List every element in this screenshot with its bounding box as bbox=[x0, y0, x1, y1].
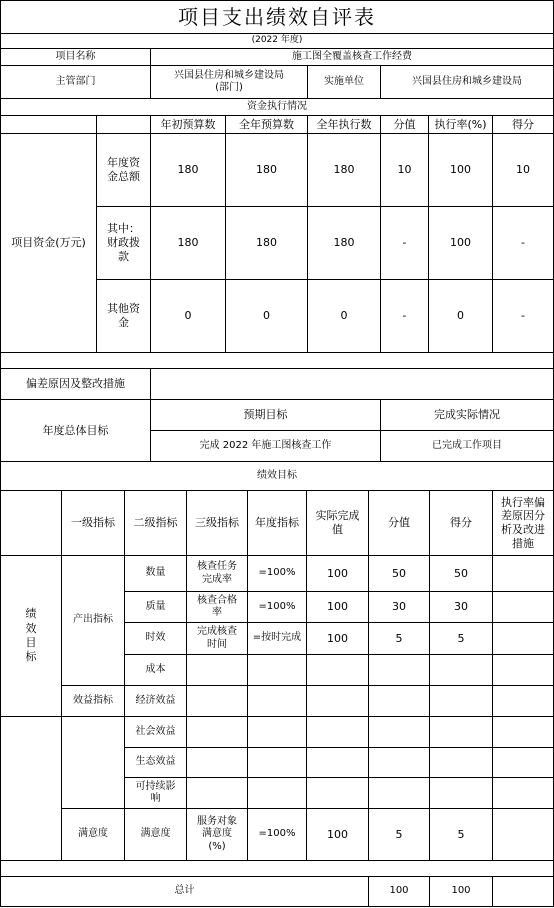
perf-actual bbox=[307, 748, 369, 778]
perf-score bbox=[430, 748, 493, 778]
perf-l2: 时效 bbox=[125, 623, 187, 655]
perf-header: 分值 bbox=[369, 491, 430, 556]
perf-l2: 可持续影 响 bbox=[125, 778, 187, 809]
expected-goal-value: 完成 2022 年施工图核查工作 bbox=[151, 431, 381, 462]
perf-section-title: 绩效目标 bbox=[0, 462, 554, 491]
dept-value: 兴国县住房和城乡建设局 (部门) bbox=[151, 66, 308, 99]
perf-target bbox=[248, 686, 307, 717]
project-name-value: 施工图全覆盖核查工作经费 bbox=[151, 49, 554, 66]
fund-header-blank bbox=[0, 116, 97, 134]
perf-score bbox=[430, 778, 493, 809]
perf-target bbox=[248, 655, 307, 686]
fund-cell: 180 bbox=[151, 134, 226, 207]
perf-l2: 数量 bbox=[125, 556, 187, 592]
perf-target: =100% bbox=[248, 556, 307, 592]
fund-cell: 100 bbox=[429, 207, 493, 280]
perf-deviation bbox=[493, 748, 554, 778]
perf-header: 一级指标 bbox=[62, 491, 125, 556]
fund-cell: 180 bbox=[308, 134, 381, 207]
perf-actual bbox=[307, 717, 369, 748]
fund-cell: 0 bbox=[429, 280, 493, 353]
total-score: 100 bbox=[430, 877, 493, 907]
perf-header: 年度指标 bbox=[248, 491, 307, 556]
perf-actual bbox=[307, 686, 369, 717]
perf-target bbox=[248, 717, 307, 748]
perf-deviation bbox=[493, 778, 554, 809]
perf-l2: 质量 bbox=[125, 592, 187, 623]
perf-score bbox=[430, 686, 493, 717]
annual-goal-label: 年度总体目标 bbox=[0, 400, 151, 462]
benefit-indicator-label: 效益指标 bbox=[62, 686, 125, 717]
perf-l2: 社会效益 bbox=[125, 717, 187, 748]
satisfaction-indicator-label: 满意度 bbox=[62, 809, 125, 861]
perf-deviation bbox=[493, 686, 554, 717]
perf-l2: 成本 bbox=[125, 655, 187, 686]
perf-l3 bbox=[187, 748, 248, 778]
perf-score: 5 bbox=[430, 809, 493, 861]
blank-row bbox=[0, 353, 554, 369]
form-title: 项目支出绩效自评表 bbox=[0, 0, 554, 34]
fund-cell: 100 bbox=[429, 134, 493, 207]
fund-row-label: 年度资 金总额 bbox=[97, 134, 151, 207]
perf-score: 30 bbox=[430, 592, 493, 623]
perf-score-value: 5 bbox=[369, 623, 430, 655]
fund-section-title: 资金执行情况 bbox=[0, 99, 554, 116]
perf-l3 bbox=[187, 778, 248, 809]
fund-header-blank bbox=[97, 116, 151, 134]
fund-header: 全年预算数 bbox=[226, 116, 308, 134]
perf-actual: 100 bbox=[307, 809, 369, 861]
fund-cell: - bbox=[381, 280, 429, 353]
fund-row-label: 其中： 财政拨 款 bbox=[97, 207, 151, 280]
perf-l3: 服务对象 满意度 (%) bbox=[187, 809, 248, 861]
fund-header: 执行率(%) bbox=[429, 116, 493, 134]
perf-score: 5 bbox=[430, 623, 493, 655]
perf-score-value bbox=[369, 655, 430, 686]
perf-l3: 完成核查 时间 bbox=[187, 623, 248, 655]
perf-header: 得分 bbox=[430, 491, 493, 556]
deviation-value bbox=[151, 369, 554, 400]
perf-l3 bbox=[187, 686, 248, 717]
fund-header: 全年执行数 bbox=[308, 116, 381, 134]
fund-cell: - bbox=[493, 280, 554, 353]
total-deviation bbox=[493, 877, 554, 907]
fund-cell: 0 bbox=[226, 280, 308, 353]
actual-completion-label: 完成实际情况 bbox=[381, 400, 554, 431]
fund-header: 得分 bbox=[493, 116, 554, 134]
perf-target: =100% bbox=[248, 592, 307, 623]
total-label: 总计 bbox=[0, 877, 369, 907]
fund-cell: 10 bbox=[381, 134, 429, 207]
fund-cell: - bbox=[381, 207, 429, 280]
perf-target bbox=[248, 778, 307, 809]
fund-cell: 0 bbox=[308, 280, 381, 353]
perf-score-value bbox=[369, 778, 430, 809]
perf-actual: 100 bbox=[307, 556, 369, 592]
perf-score bbox=[430, 717, 493, 748]
perf-actual bbox=[307, 778, 369, 809]
perf-header: 二级指标 bbox=[125, 491, 187, 556]
total-score-value: 100 bbox=[369, 877, 430, 907]
perf-deviation bbox=[493, 623, 554, 655]
perf-actual bbox=[307, 655, 369, 686]
perf-score-value bbox=[369, 686, 430, 717]
perf-deviation bbox=[493, 717, 554, 748]
fund-cell: - bbox=[493, 207, 554, 280]
perf-score-value: 5 bbox=[369, 809, 430, 861]
fund-cell: 180 bbox=[226, 134, 308, 207]
fund-cell: 180 bbox=[308, 207, 381, 280]
perf-l3: 核查合格 率 bbox=[187, 592, 248, 623]
fund-cell: 10 bbox=[493, 134, 554, 207]
perf-actual: 100 bbox=[307, 592, 369, 623]
fund-header: 年初预算数 bbox=[151, 116, 226, 134]
benefit-indicator-blank bbox=[62, 717, 125, 809]
deviation-label: 偏差原因及整改措施 bbox=[0, 369, 151, 400]
fund-header: 分值 bbox=[381, 116, 429, 134]
impl-unit-value: 兴国县住房和城乡建设局 bbox=[381, 66, 554, 99]
blank-row bbox=[0, 861, 554, 877]
perf-score-value: 50 bbox=[369, 556, 430, 592]
fund-group-label: 项目资金(万元) bbox=[0, 134, 97, 353]
perf-score-value bbox=[369, 748, 430, 778]
perf-l3 bbox=[187, 717, 248, 748]
perf-header: 执行率偏 差原因分 析及改进 措施 bbox=[493, 491, 554, 556]
perf-l3 bbox=[187, 655, 248, 686]
output-indicator-label: 产出指标 bbox=[62, 556, 125, 686]
perf-header-blank bbox=[0, 491, 62, 556]
perf-l2: 生态效益 bbox=[125, 748, 187, 778]
perf-header: 三级指标 bbox=[187, 491, 248, 556]
perf-score bbox=[430, 655, 493, 686]
fund-cell: 0 bbox=[151, 280, 226, 353]
perf-target: =100% bbox=[248, 809, 307, 861]
year-note: (2022 年度) bbox=[0, 34, 554, 49]
perf-group-label: 绩 效 目 标 bbox=[0, 556, 62, 717]
dept-label: 主管部门 bbox=[0, 66, 151, 99]
perf-actual: 100 bbox=[307, 623, 369, 655]
fund-cell: 180 bbox=[226, 207, 308, 280]
perf-score-value bbox=[369, 717, 430, 748]
perf-score: 50 bbox=[430, 556, 493, 592]
project-name-label: 项目名称 bbox=[0, 49, 151, 66]
perf-l2: 满意度 bbox=[125, 809, 187, 861]
perf-l3: 核查任务 完成率 bbox=[187, 556, 248, 592]
actual-completion-value: 已完成工作项目 bbox=[381, 431, 554, 462]
perf-deviation bbox=[493, 809, 554, 861]
perf-group-blank bbox=[0, 717, 62, 861]
perf-deviation bbox=[493, 592, 554, 623]
perf-l2: 经济效益 bbox=[125, 686, 187, 717]
perf-deviation bbox=[493, 655, 554, 686]
fund-row-label: 其他资 金 bbox=[97, 280, 151, 353]
perf-target bbox=[248, 748, 307, 778]
perf-header: 实际完成 值 bbox=[307, 491, 369, 556]
fund-cell: 180 bbox=[151, 207, 226, 280]
perf-deviation bbox=[493, 556, 554, 592]
expected-goal-label: 预期目标 bbox=[151, 400, 381, 431]
impl-unit-label: 实施单位 bbox=[308, 66, 381, 99]
perf-score-value: 30 bbox=[369, 592, 430, 623]
perf-target: =按时完成 bbox=[248, 623, 307, 655]
